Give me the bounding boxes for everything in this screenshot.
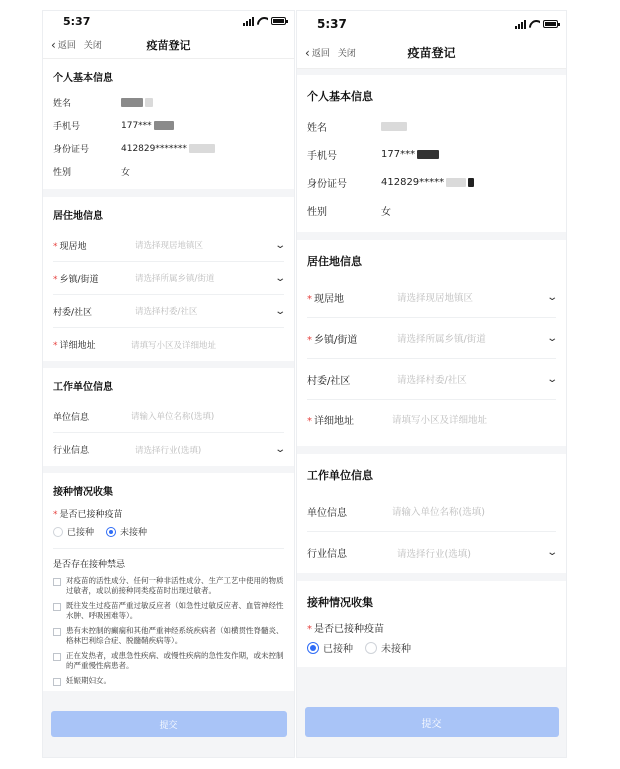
field-label: * 现居地	[53, 241, 87, 252]
phone-label: 手机号	[53, 122, 81, 132]
chevron-down-icon: ⌄	[545, 332, 558, 344]
field-label: 行业信息	[53, 446, 90, 456]
radio-circle	[365, 642, 377, 654]
gender-row	[53, 160, 284, 189]
contraindication-title: 是否存在接种禁忌	[53, 548, 284, 576]
checkbox[interactable]	[53, 653, 61, 661]
id-row	[307, 168, 556, 196]
checkbox[interactable]	[53, 678, 61, 686]
residence-select[interactable]	[53, 229, 284, 262]
address-input[interactable]	[53, 328, 284, 361]
residence-section	[297, 240, 566, 446]
wifi-icon	[257, 17, 268, 26]
gender-label: 性别	[53, 168, 72, 178]
radio-not-vaccinated[interactable]: 未接种	[365, 640, 411, 655]
field-label: 行业信息	[307, 549, 347, 560]
radio-circle-selected	[307, 642, 319, 654]
contraindication-item[interactable]: 患有未控制的癫痫和其他严重神经系统疾病者（如横贯性脊髓炎、格林巴利综合症、脱髓鞘疾病等）。	[53, 626, 284, 646]
name-value-redacted	[121, 98, 153, 107]
section-title: 工作单位信息	[307, 469, 373, 482]
nav-bar	[43, 31, 294, 59]
wifi-icon	[529, 20, 540, 29]
industry-select[interactable]	[307, 532, 556, 573]
system-icons	[515, 20, 558, 29]
section-title: 居住地信息	[53, 211, 103, 222]
contraindication-item[interactable]: 妊娠期妇女。	[53, 676, 284, 686]
section-title: 个人基本信息	[53, 73, 113, 84]
field-placeholder: 请选择行业(选填)	[135, 445, 202, 456]
contraindication-item[interactable]: 既往发生过疫苗严重过敏反应者（如急性过敏反应者、血管神经性水肿、呼吸困难等）。	[53, 601, 284, 621]
submit-button[interactable]: 提交	[305, 707, 559, 737]
vaccination-section	[297, 581, 566, 667]
personal-info-section	[43, 59, 294, 189]
street-select[interactable]	[53, 262, 284, 295]
address-input[interactable]	[307, 400, 556, 446]
chevron-down-icon: ⌄	[273, 239, 286, 251]
field-placeholder: 请填写小区及详细地址	[392, 415, 488, 426]
id-value: 412829*****	[381, 177, 474, 188]
radio-circle-selected	[106, 527, 116, 537]
personal-info-section	[297, 75, 566, 232]
community-select[interactable]	[53, 295, 284, 328]
field-label: * 详细地址	[307, 416, 354, 427]
phone-label: 手机号	[307, 150, 337, 162]
chevron-down-icon: ⌄	[545, 547, 558, 558]
close-button[interactable]: 关闭	[337, 49, 356, 59]
field-placeholder: 请选择现居地镇区	[397, 293, 474, 304]
phone-row	[53, 114, 284, 137]
page-title: 疫苗登记	[407, 46, 456, 60]
battery-icon	[543, 20, 558, 28]
battery-icon	[271, 17, 286, 25]
nav-actions	[51, 38, 102, 51]
vaccinated-radio-group	[53, 525, 284, 548]
submit-bar	[43, 691, 294, 757]
section-title: 接种情况收集	[307, 596, 373, 609]
street-select[interactable]	[307, 318, 556, 359]
phone-value: 177***	[381, 149, 439, 160]
field-label: 单位信息	[53, 412, 90, 423]
gender-row	[307, 196, 556, 232]
chevron-down-icon: ⌄	[273, 444, 286, 455]
contraindication-item[interactable]: 正在发热者，或患急性疾病、或慢性疾病的急性发作期，或未控制的严重慢性病患者。	[53, 651, 284, 671]
left-phone-screen	[42, 10, 295, 758]
back-icon[interactable]: ‹	[305, 45, 310, 60]
vaccinated-radio-group	[307, 640, 556, 667]
field-placeholder: 请选择村委/社区	[397, 375, 467, 386]
field-placeholder: 请选择所属乡镇/街道	[135, 274, 215, 284]
checkbox[interactable]	[53, 578, 61, 586]
residence-select[interactable]	[307, 277, 556, 318]
status-bar	[297, 11, 566, 37]
chevron-down-icon: ⌄	[273, 272, 286, 284]
nav-actions	[305, 46, 356, 59]
nav-bar	[297, 37, 566, 69]
field-label: 单位信息	[307, 507, 347, 519]
status-time: 5:37	[317, 17, 347, 31]
field-placeholder: 请输入单位名称(选填)	[392, 507, 485, 518]
company-input[interactable]	[53, 400, 284, 433]
checkbox[interactable]	[53, 628, 61, 636]
field-label: * 乡镇/街道	[307, 334, 358, 346]
chevron-down-icon: ⌄	[545, 373, 558, 385]
work-section	[43, 368, 294, 466]
page-title: 疫苗登记	[146, 38, 191, 52]
field-label: * 乡镇/街道	[53, 274, 99, 285]
residence-section	[43, 197, 294, 361]
back-button[interactable]: 返回	[311, 49, 330, 59]
section-title: 工作单位信息	[53, 382, 113, 393]
close-button[interactable]: 关闭	[83, 41, 102, 51]
radio-not-vaccinated[interactable]: 未接种	[106, 525, 147, 538]
gender-value: 女	[381, 206, 391, 218]
radio-vaccinated[interactable]: 已接种	[53, 525, 94, 538]
name-row	[307, 112, 556, 140]
right-phone-screen	[296, 10, 567, 758]
field-label: * 现居地	[307, 293, 344, 305]
field-placeholder: 请选择现居地镇区	[135, 241, 204, 251]
name-row	[53, 91, 284, 114]
back-icon[interactable]: ‹	[51, 37, 56, 52]
id-label: 身份证号	[307, 178, 347, 190]
field-placeholder: 请选择所属乡镇/街道	[397, 334, 486, 345]
vaccinated-question: * 是否已接种疫苗	[53, 510, 123, 520]
work-section	[297, 454, 566, 573]
vaccinated-question: * 是否已接种疫苗	[307, 624, 384, 635]
id-value: 412829*******	[121, 144, 215, 154]
section-title: 居住地信息	[307, 255, 362, 268]
id-row	[53, 137, 284, 160]
field-label: 村委/社区	[307, 375, 351, 387]
submit-bar	[297, 687, 566, 757]
back-button[interactable]: 返回	[57, 41, 76, 51]
field-placeholder: 请选择村委/社区	[135, 307, 198, 317]
status-time: 5:37	[63, 14, 91, 28]
gender-label: 性别	[307, 206, 327, 218]
chevron-down-icon: ⌄	[273, 305, 286, 317]
field-placeholder: 请填写小区及详细地址	[131, 340, 217, 351]
field-label: 村委/社区	[53, 307, 93, 318]
section-title: 接种情况收集	[53, 487, 113, 498]
radio-vaccinated[interactable]: 已接种	[307, 640, 353, 655]
industry-select[interactable]	[53, 433, 284, 466]
phone-value: 177***	[121, 121, 174, 131]
name-label: 姓名	[53, 99, 72, 109]
signal-icon	[243, 17, 254, 26]
name-label: 姓名	[307, 122, 327, 134]
checkbox[interactable]	[53, 603, 61, 611]
system-icons	[243, 17, 286, 26]
radio-circle	[53, 527, 63, 537]
contraindication-item[interactable]: 对疫苗的活性成分、任何一种非活性成分、生产工艺中使用的物质过敏者，或以前接种同类疫苗时出现过敏者。	[53, 576, 284, 596]
status-bar	[43, 11, 294, 31]
chevron-down-icon: ⌄	[545, 291, 558, 303]
community-select[interactable]	[307, 359, 556, 400]
section-title: 个人基本信息	[307, 90, 373, 103]
field-placeholder: 请输入单位名称(选填)	[131, 412, 215, 422]
vaccination-section	[43, 473, 294, 695]
field-label: * 详细地址	[53, 341, 96, 351]
gender-value: 女	[121, 168, 131, 178]
submit-button[interactable]: 提交	[51, 711, 287, 737]
id-label: 身份证号	[53, 145, 90, 155]
signal-icon	[515, 20, 526, 29]
company-input[interactable]	[307, 491, 556, 532]
phone-row	[307, 140, 556, 168]
name-value-redacted	[381, 122, 407, 131]
field-placeholder: 请选择行业(选填)	[397, 548, 471, 560]
